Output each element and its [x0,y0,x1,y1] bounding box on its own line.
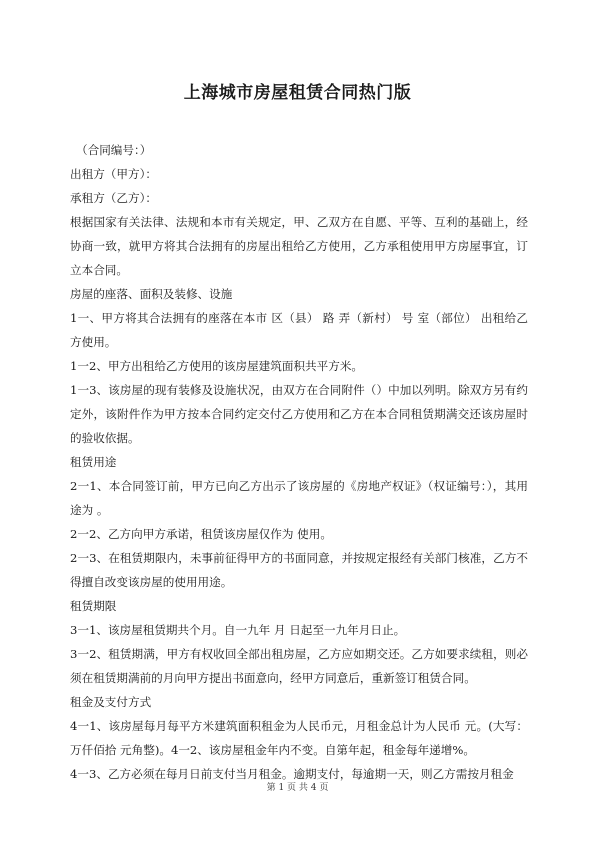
section-heading: 租赁期限 [70,599,117,613]
page-footer: 第 1 页 共 4 页 [266,783,329,793]
paragraph: 4一3、乙方必须在每月日前支付当月租金。逾期支付，每逾期一天，则乙方需按月租金 [70,767,514,781]
section-heading: 租金及支付方式 [70,695,152,709]
paragraph: 根据国家有关法律、法规和本市有关规定，甲、乙双方在自愿、平等、互利的基础上，经协商一致，就甲方将其合法拥有的房屋出租给乙方使用，乙方承租使用甲方房屋事宜，订立本合同。 [70,215,528,277]
party-line: 承租方（乙方）： [70,191,157,205]
document-body [70,138,528,786]
paragraph: 2一2、乙方向甲方承诺，租赁该房屋仅作为 使用。 [70,527,332,541]
paragraph: 3一2、租赁期满，甲方有权收回全部出租房屋，乙方应如期交还。乙方如要求续租，则必须在租赁期满前的月向甲方提出书面意向，经甲方同意后，重新签订租赁合同。 [70,647,528,685]
paragraph: 1一3、该房屋的现有装修及设施状况，由双方在合同附件（）中加以列明。除双方另有约定外，该附件作为甲方按本合同约定交付乙方使用和乙方在本合同租赁期满交还该房屋时的验收依据。 [70,383,528,445]
section-heading: 租赁用途 [70,455,117,469]
paragraph: 4一1、该房屋每月每平方米建筑面积租金为人民币元，月租金总计为人民币 元。(大写：万仟佰拾 元角整)。4一2、该房屋租金年内不变。自第年起，租金每年递增%。 [70,719,528,757]
paragraph: 1一2、甲方出租给乙方使用的该房屋建筑面积共平方米。 [70,359,364,373]
paragraph: 2一1、本合同签订前，甲方已向乙方出示了该房屋的《房地产权证》（权证编号：），其用途为 。 [70,479,528,517]
contract-number: （合同编号：） [76,143,152,157]
paragraph: 2一3、在租赁期限内，未事前征得甲方的书面同意，并按规定报经有关部门核准，乙方不得擅自改变该房屋的使用用途。 [70,551,528,589]
paragraph: 3一1、该房屋租赁期共个月。自一九年 月 日起至一九年月日止。 [70,623,406,637]
paragraph: 1一、甲方将其合法拥有的座落在本市 区（县） 路 弄（新村） 号 室（部位） 出租给乙方使用。 [70,311,528,349]
document-title: 上海城市房屋租赁合同热门版 [183,83,412,103]
section-heading: 房屋的座落、面积及装修、设施 [70,287,233,301]
party-line: 出租方（甲方）： [70,167,157,181]
